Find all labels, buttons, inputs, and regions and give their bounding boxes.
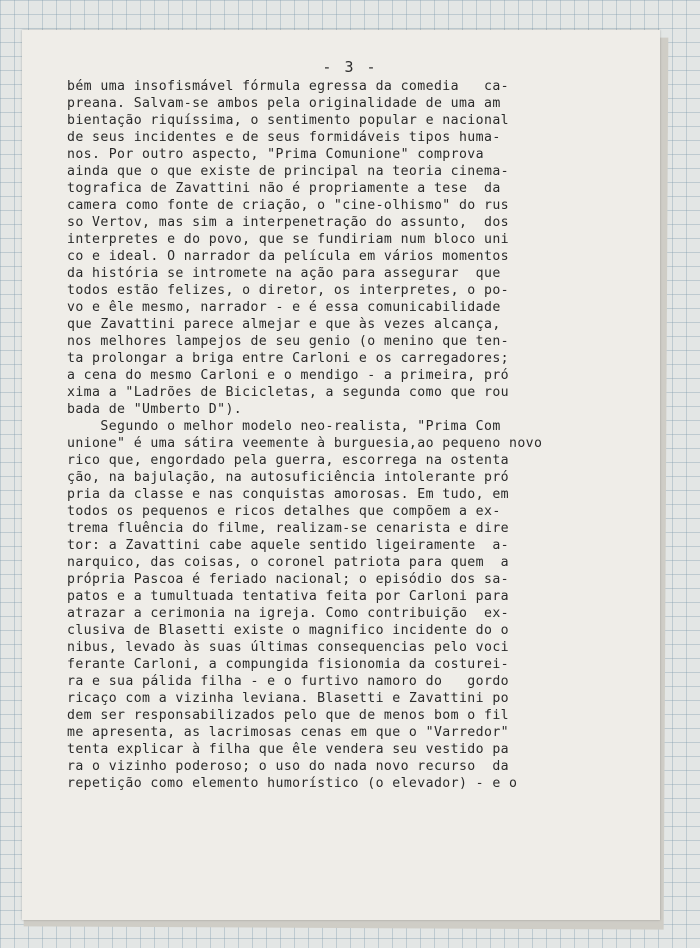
text-line: xima a "Ladrões de Bicicletas, a segunda como que rou [67, 385, 509, 400]
text-line: so Vertov, mas sim a interpenetração do assunto, dos [67, 215, 509, 230]
text-line: trema fluência do filme, realizam-se cenarista e dire [67, 521, 509, 536]
text-line: bada de "Umberto D"). [67, 402, 243, 417]
typewritten-body [67, 78, 547, 792]
text-line: interpretes e do povo, que se fundiriam num bloco uni [67, 232, 509, 247]
text-line: camera como fonte de criação, o "cine-olhismo" do rus [67, 198, 509, 213]
text-line: ra e sua pálida filha - e o furtivo namoro do gordo [67, 674, 509, 689]
text-line: me apresenta, as lacrimosas cenas em que o "Varredor" [67, 725, 509, 740]
text-line: bientação riquíssima, o sentimento popular e nacional [67, 113, 509, 128]
text-line: da história se intromete na ação para assegurar que [67, 266, 501, 281]
text-line: nos. Por outro aspecto, "Prima Comunione" comprova [67, 147, 484, 162]
text-line: repetição como elemento humorístico (o elevador) - e o [67, 776, 518, 791]
text-line: patos e a tumultuada tentativa feita por Carloni para [67, 589, 509, 604]
text-line: ferante Carloni, a compungida fisionomia da costurei- [67, 657, 509, 672]
text-line: Segundo o melhor modelo neo-realista, "Prima Com [67, 419, 501, 434]
text-line: nos melhores lampejos de seu genio (o menino que ten- [67, 334, 509, 349]
text-line: todos os pequenos e ricos detalhes que compõem a ex- [67, 504, 501, 519]
text-line: tor: a Zavattini cabe aquele sentido ligeiramente a- [67, 538, 509, 553]
text-line: co e ideal. O narrador da película em vários momentos [67, 249, 509, 264]
text-line: bém uma insofismável fórmula egressa da comedia ca- [67, 79, 509, 94]
text-line: a cena do mesmo Carloni e o mendigo - a primeira, pró [67, 368, 509, 383]
text-line: ricaço com a vizinha leviana. Blasetti e Zavattini po [67, 691, 509, 706]
text-line: clusiva de Blasetti existe o magnifico incidente do o [67, 623, 509, 638]
text-line: nibus, levado às suas últimas consequencias pelo voci [67, 640, 509, 655]
text-line: unione" é uma sátira veemente à burguesia,ao pequeno novo [67, 436, 543, 451]
text-line: pria da classe e nas conquistas amorosas. Em tudo, em [67, 487, 509, 502]
text-line: rico que, engordado pela guerra, escorrega na ostenta [67, 453, 509, 468]
text-line: todos estão felizes, o diretor, os interpretes, o po- [67, 283, 509, 298]
text-line: dem ser responsabilizados pelo que de menos bom o fil [67, 708, 509, 723]
text-line: tografica de Zavattini não é propriamente a tese da [67, 181, 501, 196]
text-line: atrazar a cerimonia na igreja. Como contribuição ex- [67, 606, 509, 621]
text-line: ainda que o que existe de principal na teoria cinema- [67, 164, 509, 179]
text-line: que Zavattini parece almejar e que às vezes alcança, [67, 317, 501, 332]
text-line: de seus incidentes e de seus formidáveis tipos huma- [67, 130, 501, 145]
text-line: preana. Salvam-se ambos pela originalidade de uma am [67, 96, 501, 111]
text-line: tenta explicar à filha que êle vendera seu vestido pa [67, 742, 509, 757]
text-line: vo e êle mesmo, narrador - e é essa comunicabilidade [67, 300, 501, 315]
text-line: ra o vizinho poderoso; o uso do nada novo recurso da [67, 759, 509, 774]
text-line: narquico, das coisas, o coronel patriota para quem a [67, 555, 509, 570]
page-number: - 3 - [322, 58, 378, 76]
text-line: própria Pascoa é feriado nacional; o episódio dos sa- [67, 572, 509, 587]
text-line: ta prolongar a briga entre Carloni e os carregadores; [67, 351, 509, 366]
text-line: ção, na bajulação, na autosuficiência intolerante pró [67, 470, 509, 485]
